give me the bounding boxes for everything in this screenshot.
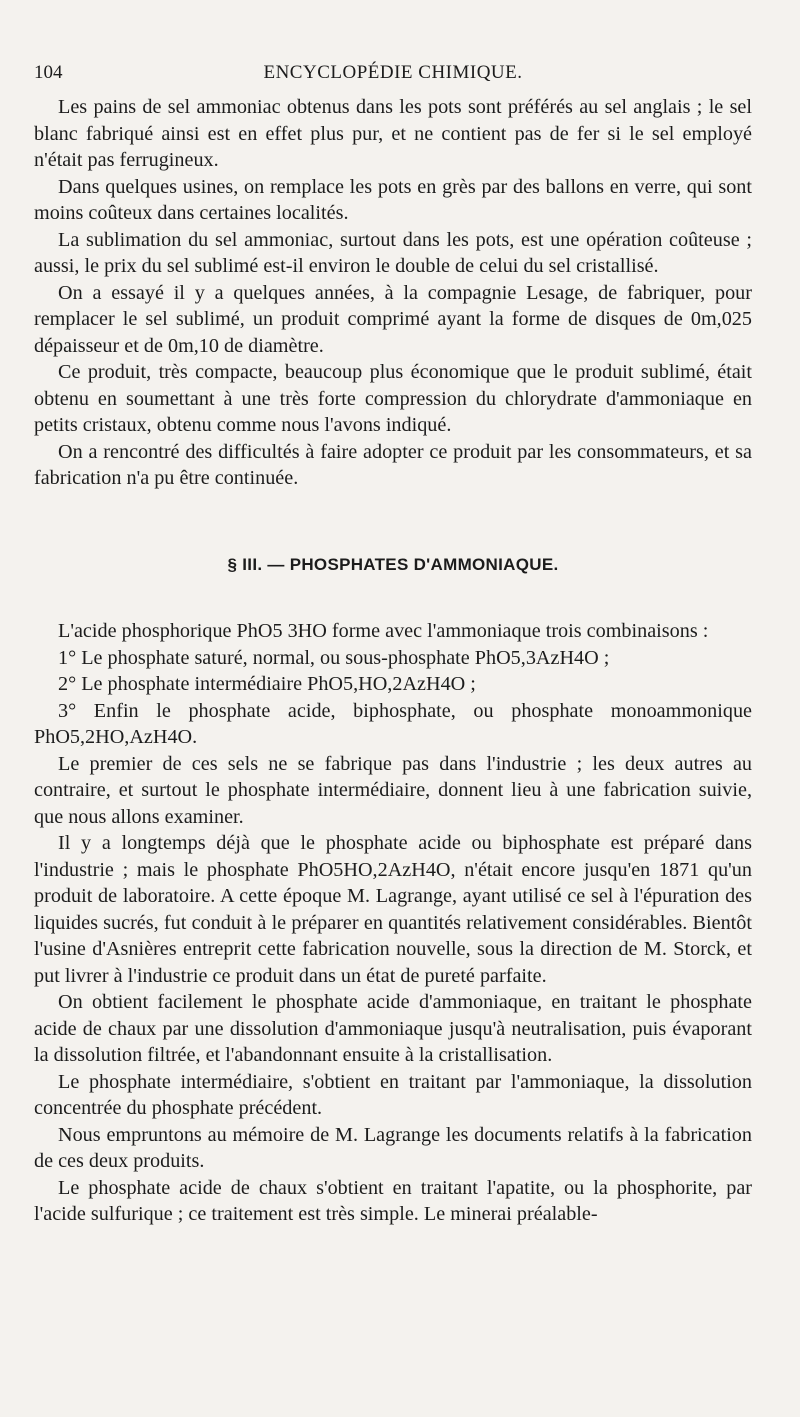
paragraph: Le phosphate intermédiaire, s'obtient en traitant par l'ammoniaque, la dissolution concentrée du phosphate précédent. <box>34 1070 752 1119</box>
section-heading: § III. — PHOSPHATES D'AMMONIAQUE. <box>227 554 559 574</box>
running-title: ENCYCLOPÉDIE CHIMIQUE. <box>263 62 523 83</box>
paragraph: La sublimation du sel ammoniac, surtout dans les pots, est une opération coûteuse ; aussi, le prix du sel sublimé est-il environ le double de celui du sel cristallisé. <box>34 228 752 277</box>
list-item: 3° Enfin le phosphate acide, biphosphate, ou phosphate monoammonique PhO5,2HO,AzH4O. <box>34 699 752 748</box>
paragraph: Ce produit, très compacte, beaucoup plus économique que le produit sublimé, était obtenu en soumettant à une très forte compression du chlorydrate d'ammoniaque en petits cristaux, obtenu comme nous l'avons indiqué. <box>34 361 752 436</box>
paragraph: On obtient facilement le phosphate acide d'ammoniaque, en traitant le phosphate acide de chaux par une dissolution d'ammoniaque jusqu'à neutralisation, puis évaporant la dissolution filtrée, et l'abandonnant ensuite à la cristallisation. <box>34 991 752 1066</box>
paragraph: On a rencontré des difficultés à faire adopter ce produit par les consommateurs, et sa fabrication n'a pu être continuée. <box>34 440 752 489</box>
paragraph: Le phosphate acide de chaux s'obtient en traitant l'apatite, ou la phosphorite, par l'acide sulfurique ; ce traitement est très simple. Le minerai préalable- <box>34 1176 752 1225</box>
paragraph: Dans quelques usines, on remplace les pots en grès par des ballons en verre, qui sont moins coûteux dans certaines localités. <box>34 175 752 224</box>
paragraph: L'acide phosphorique PhO5 3HO forme avec l'ammoniaque trois combinaisons : <box>58 620 709 642</box>
list-item: 2° Le phosphate intermédiaire PhO5,HO,2AzH4O ; <box>58 673 476 695</box>
paragraph: Le premier de ces sels ne se fabrique pas dans l'industrie ; les deux autres au contraire, et surtout le phosphate intermédiaire, donnent lieu à une fabrication suivie, que nous allons examiner. <box>34 752 752 828</box>
paragraph: Nous empruntons au mémoire de M. Lagrange les documents relatifs à la fabrication de ces deux produits. <box>34 1123 752 1172</box>
paragraph: Il y a longtemps déjà que le phosphate acide ou biphosphate est préparé dans l'industrie ; mais le phosphate PhO5HO,2AzH4O, n'était encore jusqu'en 1871 qu'un produit de laboratoire. A cette époque M. Lagrange, ayant utilisé ce sel à l'épuration des liquides sucrés, fut conduit à le préparer en quantités relativement considérables. Bientôt l'usine d'Asnières entreprit cette fabrication nouvelle, sous la direction de M. Storck, et put livrer à l'industrie ce produit dans un état de pureté parfaite. <box>34 832 752 987</box>
text-body <box>34 94 752 1228</box>
page-number: 104 <box>34 62 63 83</box>
paragraph: Les pains de sel ammoniac obtenus dans les pots sont préférés au sel anglais ; le sel blanc fabriqué ainsi est en effet plus pur, et ne contient pas de fer si le sel employé n'était pas ferrugineux. <box>34 96 752 171</box>
paragraph: On a essayé il y a quelques années, à la compagnie Lesage, de fabriquer, pour remplacer le sel sublimé, un produit comprimé ayant la forme de disques de 0m,025 dépaisseur et de 0m,10 de diamètre. <box>34 281 752 357</box>
list-item: 1° Le phosphate saturé, normal, ou sous-phosphate PhO5,3AzH4O ; <box>58 646 610 669</box>
running-header <box>34 58 752 88</box>
